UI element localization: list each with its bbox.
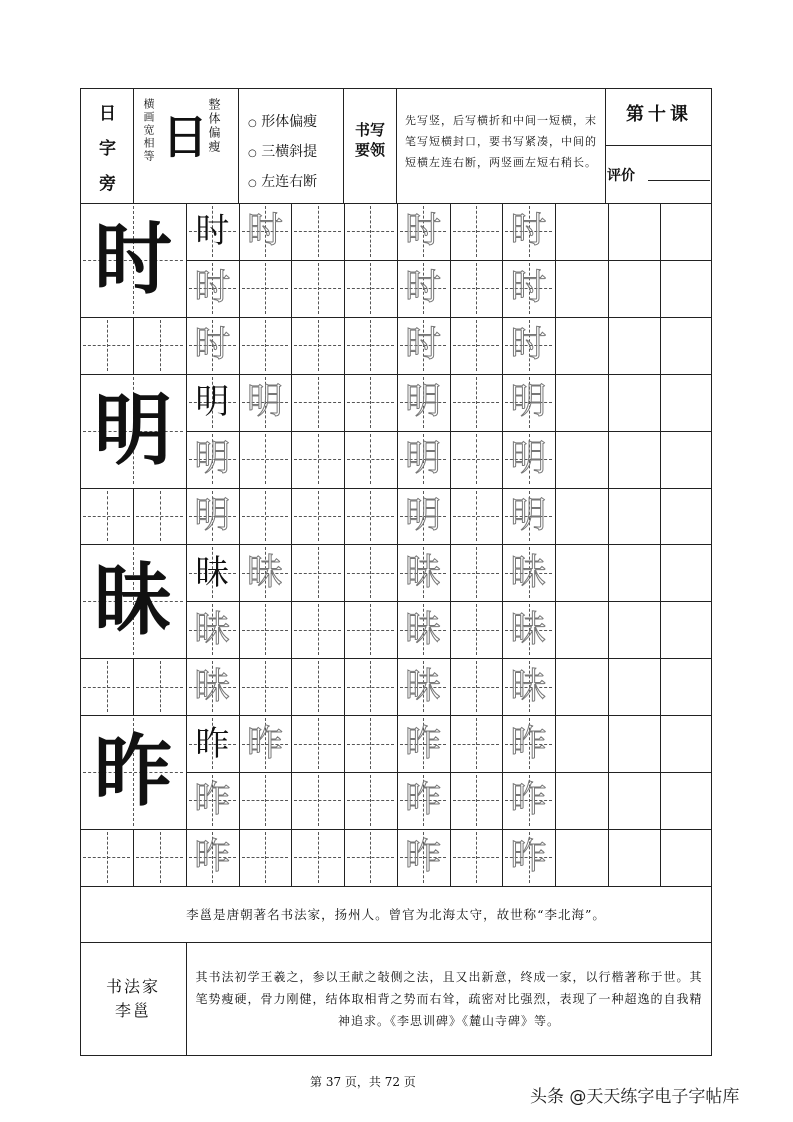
practice-cell[interactable] bbox=[291, 260, 344, 317]
guide-line bbox=[83, 516, 130, 517]
practice-cell[interactable] bbox=[344, 317, 397, 374]
guide-line bbox=[136, 857, 183, 858]
practice-cell[interactable] bbox=[291, 431, 344, 488]
divider bbox=[502, 203, 503, 886]
trace-character: 昨 bbox=[194, 836, 231, 878]
practice-cell[interactable] bbox=[344, 829, 397, 886]
practice-cell[interactable] bbox=[608, 374, 661, 431]
practice-cell[interactable] bbox=[450, 658, 503, 715]
practice-cell[interactable] bbox=[344, 488, 397, 545]
divider bbox=[133, 829, 134, 886]
divider bbox=[396, 88, 397, 203]
practice-cell[interactable] bbox=[608, 203, 661, 260]
trace-character: 时 bbox=[405, 267, 442, 309]
model-character: 昨 bbox=[195, 723, 230, 764]
trace-character: 昨 bbox=[405, 722, 442, 764]
practice-cell[interactable] bbox=[608, 772, 661, 829]
practice-cell[interactable] bbox=[450, 488, 503, 545]
practice-cell[interactable] bbox=[239, 601, 292, 658]
practice-cell[interactable] bbox=[450, 374, 503, 431]
divider bbox=[186, 942, 187, 1056]
key-points-list bbox=[248, 108, 340, 198]
practice-cell[interactable] bbox=[450, 772, 503, 829]
practice-cell[interactable] bbox=[291, 544, 344, 601]
trace-character: 昨 bbox=[405, 836, 442, 878]
practice-cell[interactable] bbox=[291, 488, 344, 545]
radical-word: 旁 bbox=[99, 174, 116, 194]
practice-cell[interactable] bbox=[291, 317, 344, 374]
guide-line bbox=[83, 857, 130, 858]
artist-bio: 其书法初学王羲之，参以王献之敧侧之法，且又出新意，终成一家，以行楷著称于世。其笔势瘦硬，骨力刚健，结体取相背之势而右耸，疏密对比强烈，表现了一种超逸的自我精神追求。《李思训碑》《麓山寺碑》等。 bbox=[195, 970, 703, 1028]
practice-cell[interactable] bbox=[291, 715, 344, 772]
trace-character: 昧 bbox=[510, 608, 547, 650]
practice-cell[interactable] bbox=[555, 544, 608, 601]
key-point: ○ 形体偏瘦 bbox=[248, 114, 318, 130]
writing-key-title-line: 要领 bbox=[354, 141, 385, 159]
trace-character: 昨 bbox=[194, 779, 231, 821]
artist-label bbox=[80, 942, 186, 1056]
radical-label bbox=[82, 94, 133, 199]
guide-line bbox=[83, 345, 130, 346]
divider bbox=[605, 145, 712, 146]
evaluation-label: 评价 bbox=[607, 168, 635, 184]
model-character-large: 昨 bbox=[93, 726, 172, 817]
trace-character: 昧 bbox=[405, 665, 442, 707]
practice-cell[interactable] bbox=[660, 203, 713, 260]
model-character: 时 bbox=[195, 211, 230, 252]
practice-cell[interactable] bbox=[344, 374, 397, 431]
model-character: 昧 bbox=[195, 552, 230, 593]
practice-cell[interactable] bbox=[608, 601, 661, 658]
practice-cell[interactable] bbox=[555, 772, 608, 829]
trace-character: 时 bbox=[405, 324, 442, 366]
divider bbox=[291, 203, 292, 886]
divider bbox=[133, 658, 134, 715]
divider bbox=[660, 203, 661, 886]
artist-label-line: 书法家 bbox=[105, 977, 160, 996]
divider bbox=[239, 203, 240, 886]
practice-cell[interactable] bbox=[291, 772, 344, 829]
practice-cell[interactable] bbox=[450, 203, 503, 260]
trace-character: 昨 bbox=[510, 722, 547, 764]
radical-char: 日 bbox=[99, 104, 116, 124]
artist-name: 李邕 bbox=[114, 1001, 151, 1020]
practice-cell[interactable] bbox=[291, 203, 344, 260]
divider bbox=[238, 88, 239, 203]
practice-cell[interactable] bbox=[555, 601, 608, 658]
practice-cell[interactable] bbox=[344, 203, 397, 260]
trace-character: 昨 bbox=[247, 722, 284, 764]
practice-cell[interactable] bbox=[608, 715, 661, 772]
practice-cell[interactable] bbox=[555, 203, 608, 260]
trace-character: 昨 bbox=[510, 836, 547, 878]
key-point: ○ 三横斜提 bbox=[248, 144, 318, 160]
practice-cell[interactable] bbox=[660, 658, 713, 715]
trace-character: 时 bbox=[194, 267, 231, 309]
practice-cell[interactable] bbox=[239, 772, 292, 829]
practice-cell[interactable] bbox=[660, 544, 713, 601]
guide-line bbox=[83, 687, 130, 688]
trace-character: 昧 bbox=[194, 608, 231, 650]
lesson-title: 第十课 bbox=[626, 104, 692, 125]
page-info: 第 37 页，共 72 页 bbox=[310, 1075, 416, 1089]
practice-cell[interactable] bbox=[239, 260, 292, 317]
trace-character: 昨 bbox=[510, 779, 547, 821]
divider bbox=[133, 488, 134, 545]
trace-character: 时 bbox=[405, 210, 442, 252]
practice-cell[interactable] bbox=[344, 431, 397, 488]
model-character-large: 明 bbox=[93, 385, 172, 476]
practice-cell[interactable] bbox=[555, 374, 608, 431]
trace-character: 明 bbox=[510, 438, 547, 480]
trace-character: 明 bbox=[194, 438, 231, 480]
trace-character: 明 bbox=[510, 494, 547, 536]
trace-character: 昧 bbox=[405, 608, 442, 650]
structure-note-left: 横画宽相等 bbox=[142, 98, 155, 163]
practice-cell[interactable] bbox=[608, 658, 661, 715]
practice-cell[interactable] bbox=[291, 601, 344, 658]
practice-cell[interactable] bbox=[608, 544, 661, 601]
trace-character: 昧 bbox=[510, 665, 547, 707]
practice-cell[interactable] bbox=[291, 374, 344, 431]
practice-cell[interactable] bbox=[450, 317, 503, 374]
guide-line bbox=[136, 516, 183, 517]
trace-character: 明 bbox=[405, 381, 442, 423]
practice-cell[interactable] bbox=[239, 488, 292, 545]
writing-key-text: 先写竖，后写横折和中间一短横，末笔写短横封口，要书写紧凑，中间的短横左连右断，两竖画左短右稍长。 bbox=[405, 114, 597, 169]
watermark: 头条 @天天练字电子字帖库 bbox=[530, 1087, 740, 1107]
divider bbox=[450, 203, 451, 886]
trace-character: 昧 bbox=[405, 551, 442, 593]
practice-cell[interactable] bbox=[555, 488, 608, 545]
practice-cell[interactable] bbox=[608, 829, 661, 886]
practice-cell[interactable] bbox=[344, 715, 397, 772]
trace-character: 昨 bbox=[405, 779, 442, 821]
practice-cell[interactable] bbox=[450, 715, 503, 772]
structure-note-right: 整体偏瘦 bbox=[207, 98, 221, 154]
divider bbox=[608, 203, 609, 886]
key-point: ○ 左连右断 bbox=[248, 174, 318, 190]
guide-line bbox=[136, 687, 183, 688]
trace-character: 明 bbox=[405, 438, 442, 480]
practice-cell[interactable] bbox=[660, 431, 713, 488]
practice-cell[interactable] bbox=[608, 431, 661, 488]
trace-character: 时 bbox=[510, 324, 547, 366]
practice-cell[interactable] bbox=[239, 658, 292, 715]
practice-cell[interactable] bbox=[291, 658, 344, 715]
practice-cell[interactable] bbox=[555, 431, 608, 488]
trace-character: 昧 bbox=[194, 665, 231, 707]
practice-cell[interactable] bbox=[555, 829, 608, 886]
practice-cell[interactable] bbox=[450, 260, 503, 317]
practice-cell[interactable] bbox=[608, 317, 661, 374]
practice-cell[interactable] bbox=[450, 544, 503, 601]
practice-cell[interactable] bbox=[344, 772, 397, 829]
trace-character: 明 bbox=[510, 381, 547, 423]
practice-cell[interactable] bbox=[660, 260, 713, 317]
trace-character: 时 bbox=[510, 267, 547, 309]
trace-character: 明 bbox=[247, 381, 284, 423]
model-character: 明 bbox=[195, 382, 230, 423]
practice-cell[interactable] bbox=[450, 829, 503, 886]
practice-cell[interactable] bbox=[660, 772, 713, 829]
trace-character: 昧 bbox=[247, 551, 284, 593]
evaluation-field[interactable] bbox=[648, 180, 710, 181]
practice-cell[interactable] bbox=[291, 829, 344, 886]
model-character-large: 时 bbox=[93, 214, 172, 305]
divider bbox=[133, 317, 134, 374]
practice-cell[interactable] bbox=[344, 601, 397, 658]
trace-character: 明 bbox=[405, 494, 442, 536]
guide-line bbox=[136, 345, 183, 346]
practice-cell[interactable] bbox=[608, 260, 661, 317]
practice-cell[interactable] bbox=[344, 658, 397, 715]
practice-cell[interactable] bbox=[660, 715, 713, 772]
practice-cell[interactable] bbox=[555, 260, 608, 317]
calligrapher-intro: 李邕是唐朝著名书法家，扬州人。曾官为北海太守，故世称“李北海”。 bbox=[186, 907, 606, 922]
practice-cell[interactable] bbox=[239, 829, 292, 886]
practice-cell[interactable] bbox=[344, 260, 397, 317]
trace-character: 明 bbox=[194, 494, 231, 536]
practice-cell[interactable] bbox=[660, 601, 713, 658]
practice-cell[interactable] bbox=[555, 658, 608, 715]
practice-cell[interactable] bbox=[660, 829, 713, 886]
writing-key-title bbox=[345, 120, 395, 160]
radical-word: 字 bbox=[99, 139, 116, 159]
practice-cell[interactable] bbox=[660, 374, 713, 431]
divider bbox=[397, 203, 398, 886]
practice-cell[interactable] bbox=[450, 601, 503, 658]
practice-cell[interactable] bbox=[450, 431, 503, 488]
practice-cell[interactable] bbox=[660, 317, 713, 374]
writing-key-title-line: 书写 bbox=[354, 121, 385, 139]
trace-character: 时 bbox=[247, 210, 284, 252]
practice-cell[interactable] bbox=[555, 715, 608, 772]
structure-diagram-char: 日 bbox=[162, 110, 208, 164]
trace-character: 时 bbox=[510, 210, 547, 252]
divider bbox=[555, 203, 556, 886]
divider bbox=[343, 88, 344, 203]
divider bbox=[344, 203, 345, 886]
practice-cell[interactable] bbox=[608, 488, 661, 545]
practice-cell[interactable] bbox=[660, 488, 713, 545]
practice-cell[interactable] bbox=[239, 431, 292, 488]
practice-cell[interactable] bbox=[344, 544, 397, 601]
practice-cell[interactable] bbox=[239, 317, 292, 374]
trace-character: 昧 bbox=[510, 551, 547, 593]
trace-character: 时 bbox=[194, 324, 231, 366]
divider bbox=[133, 88, 134, 203]
practice-cell[interactable] bbox=[555, 317, 608, 374]
model-character-large: 昧 bbox=[93, 556, 172, 647]
divider bbox=[186, 203, 187, 886]
